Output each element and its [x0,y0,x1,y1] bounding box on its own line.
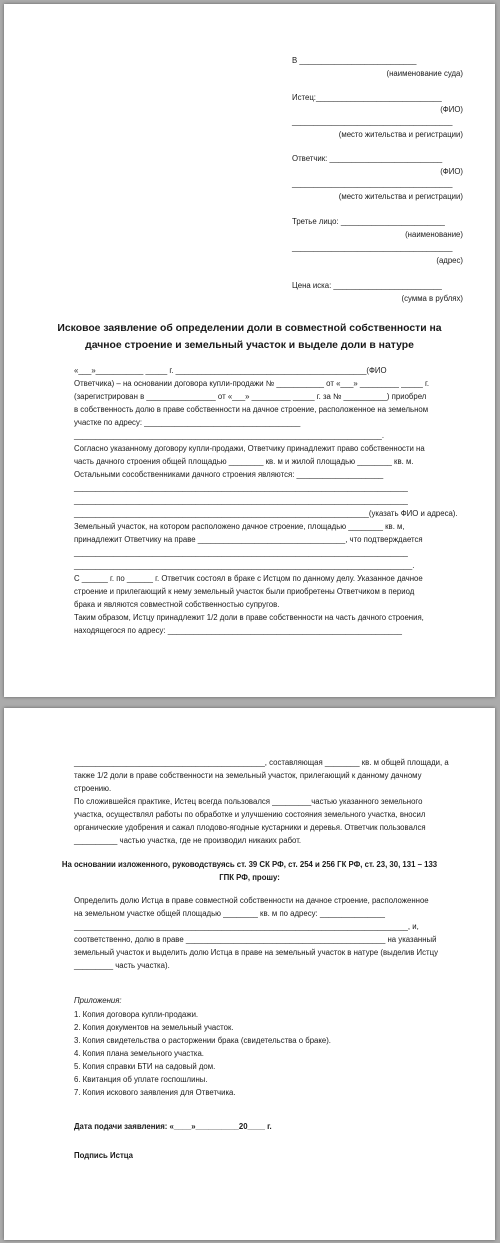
claim-price-hint: (сумма в рублях) [401,294,463,303]
court-hint: (наименование суда) [386,69,463,78]
body-line: брака и являются совместной собственностью супругов. [74,600,280,609]
body-line: «___»___________ _____ г. ____________________________________________(ФИО [74,366,387,375]
body-line: участка, осуществлял работы по обработке и улучшению состояния земельного участка, вносил [74,810,426,819]
third-party-line: Третье лицо: ________________________ [292,217,445,226]
body-line: строение и прилегающий к нему земельный участок были приобретены Ответчиком в период [74,587,415,596]
request-line: Определить долю Истца в праве совместной собственности на дачное строение, расположенное [74,896,429,905]
request-line: _________ часть участка). [74,961,170,970]
body-line: (зарегистрирован в ________________ от «___» _________ _____ г. за № __________) приобрел [74,392,427,401]
defendant-blank: _____________________________________ [292,179,453,188]
body-line: в собственность долю в праве собственности на дачное строение, расположенное на земельном [74,405,429,414]
attachment-item: 6. Квитанция об уплате госпошлины. [74,1075,208,1084]
body-line: участке по адресу: ____________________________________ [74,418,301,427]
attachment-item: 4. Копия плана земельного участка. [74,1049,204,1058]
request-line: земельный участок и выделить долю Истца в праве на земельный участок в натуре (выделив Истцу [74,948,438,957]
claim-price-line: Цена иска: _________________________ [292,281,442,290]
body-line: органические удобрения и сажал плодово-ягодные кустарники и деревья. Ответчик пользовался [74,823,426,832]
body-line: принадлежит Ответчику на праве __________________________________, что подтверждается [74,535,423,544]
body-line: С ______ г. по ______ г. Ответчик состоял в браке с Истцом по данному делу. Указанное дачное [74,574,423,583]
plaintiff-signature: Подпись Истца [74,1151,133,1160]
attachments-title: Приложения: [74,996,122,1005]
body-line: Остальными сособственниками дачного строения являются: ____________________ [74,470,384,479]
plaintiff-blank: _____________________________________ [292,117,453,126]
request-heading-line-1: На основании изложенного, руководствуясь ст. 39 СК РФ, ст. 254 и 256 ГК РФ, ст. 23, 30, 131 – 133 [61,860,438,869]
document-page-1 [4,4,495,697]
attachment-item: 2. Копия документов на земельный участок. [74,1023,234,1032]
body-line: Таким образом, Истцу принадлежит 1/2 доли в праве собственности на часть дачного строения, [74,613,424,622]
defendant-address-hint: (место жительства и регистрации) [338,192,463,201]
submission-date-line: Дата подачи заявления: «____»__________20____ г. [74,1122,272,1131]
request-heading-line-2: ГПК РФ, прошу: [219,873,280,882]
plaintiff-address-hint: (место жительства и регистрации) [338,130,463,139]
body-line: ______________________________________________________________________________. [74,561,415,570]
body-line: Земельный участок, на котором расположено дачное строение, площадью ________ кв. м, [74,522,405,531]
plaintiff-line: Истец:_____________________________ [292,93,442,102]
plaintiff-fio-hint: (ФИО) [440,105,463,114]
body-line: ____________________________________________, составляющая ________ кв. м общей площади, а [74,758,449,767]
body-line: Ответчика) – на основании договора купли-продажи № ___________ от «___» _________ _____ г. [74,379,430,388]
attachment-item: 3. Копия свидетельства о расторжении брака (свидетельства о браке). [74,1036,331,1045]
document-page-2 [4,708,495,1240]
body-line: Согласно указанному договору купли-продажи, Ответчику принадлежит право собственности на [74,444,425,453]
body-line: _______________________________________________________________________. [74,431,385,440]
body-line: _____________________________________________________________________________ [74,496,408,505]
body-line: _____________________________________________________________________________ [74,483,408,492]
attachment-item: 1. Копия договора купли-продажи. [74,1010,199,1019]
document-title-line-2: дачное строение и земельный участок и выделе доли в натуре [85,340,414,351]
third-party-blank: _____________________________________ [292,243,453,252]
attachment-item: 7. Копия искового заявления для Ответчика. [74,1088,236,1097]
defendant-fio-hint: (ФИО) [440,167,463,176]
body-line: _____________________________________________________________________________ [74,548,408,557]
body-line: ____________________________________________________________________(указать ФИО и адреса). [74,509,458,518]
defendant-line: Ответчик: __________________________ [292,154,443,163]
body-line: также 1/2 доли в праве собственности на земельный участок, прилегающий к данному дачному [74,771,422,780]
request-line: на земельном участке общей площадью ________ кв. м по адресу: _______________ [74,909,385,918]
document-title-line-1: Исковое заявление об определении доли в совместной собственности на [57,323,442,334]
body-line: По сложившейся практике, Истец всегда пользовался _________частью указанного земельного [74,797,423,806]
attachment-item: 5. Копия справки БТИ на садовый дом. [74,1062,216,1071]
body-line: строению. [74,784,112,793]
request-line: соответственно, долю в праве ______________________________________________ на указанный [74,935,437,944]
third-party-name-hint: (наименование) [405,230,463,239]
third-party-address-hint: (адрес) [436,256,463,265]
court-line: В ___________________________ [292,56,417,65]
request-line: _____________________________________________________________________________, и, [74,922,419,931]
body-line: часть дачного строения общей площадью ________ кв. м и жилой площадью ________ кв. м. [74,457,414,466]
body-line: __________ частью участка, где не производил никаких работ. [74,836,302,845]
body-line: находящегося по адресу: ______________________________________________________ [74,626,402,635]
